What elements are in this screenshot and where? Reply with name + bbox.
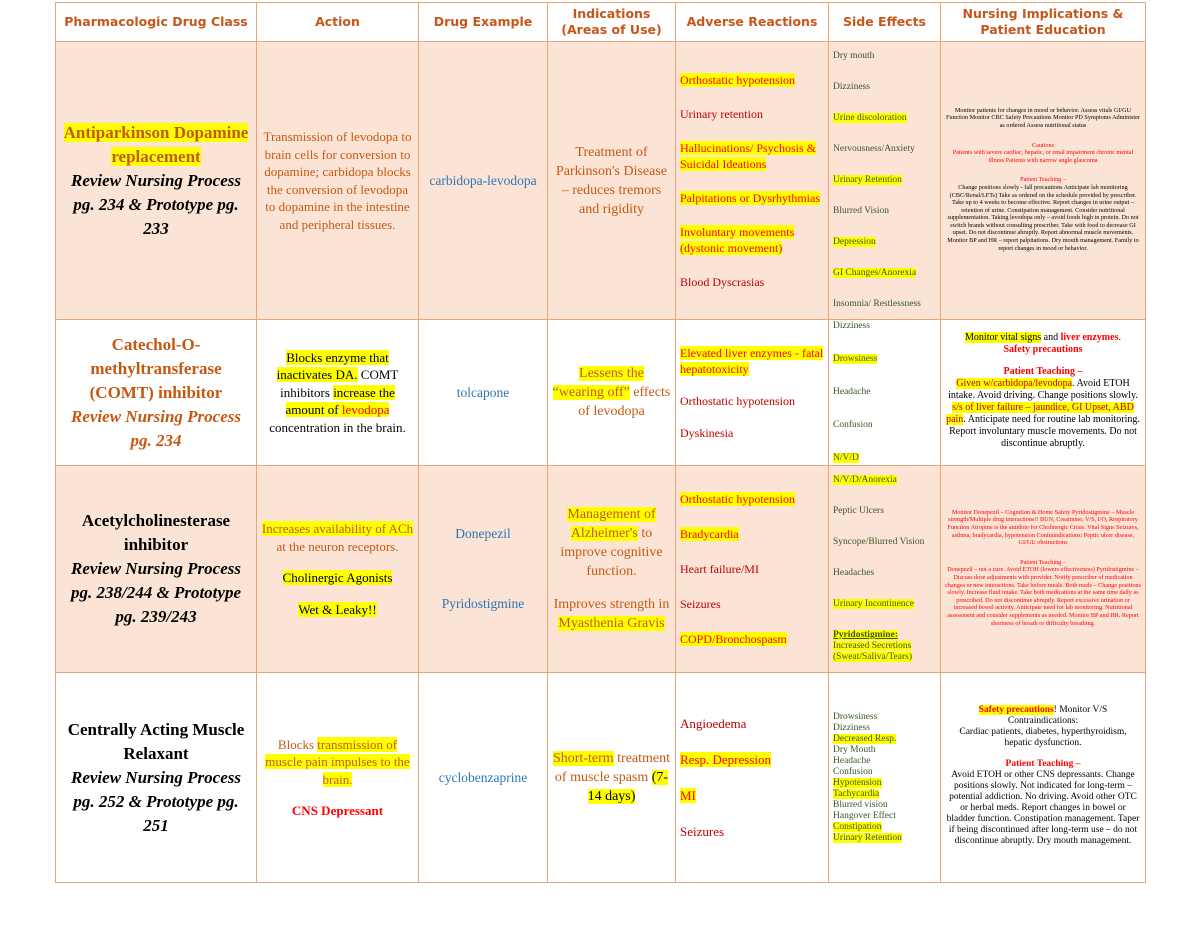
- side-effect-item: Urinary Retention: [833, 832, 902, 843]
- indication-text: Improves strength in: [553, 597, 670, 612]
- indication-text: treatment of muscle spasm: [554, 751, 671, 785]
- nursing-implications-cell: [941, 466, 1146, 673]
- table-row: [56, 42, 1146, 320]
- side-effect-item: Confusion: [833, 766, 873, 777]
- side-effect-item: Urinary Incontinence: [833, 599, 914, 609]
- header-row: [56, 3, 1146, 42]
- adverse-item: Resp. Depression: [680, 751, 771, 767]
- action-cell: [257, 466, 419, 673]
- drug-class-reference: Review Nursing Process pg. 234 & Prototype pg. 233: [71, 170, 241, 238]
- side-effect-item: Headaches: [833, 568, 875, 578]
- drug-class-name: Antiparkinson Dopamine replacement: [63, 122, 249, 166]
- drug-class-reference: Review Nursing Process pg. 234: [71, 406, 241, 450]
- side-effect-item: Decreased Resp.: [833, 733, 897, 744]
- side-effect-item: Blurred Vision: [833, 206, 889, 216]
- adverse-item: Involuntary movements (dystonic movement): [680, 224, 795, 255]
- adverse-item: Dyskinesia: [680, 425, 734, 440]
- nursing-teaching-title: Patient Teaching –: [1005, 759, 1081, 769]
- indication-text: Management of Alzheimer's: [567, 507, 656, 541]
- adverse-reactions-cell: [676, 673, 829, 883]
- adverse-item: Seizures: [680, 823, 725, 839]
- nursing-safety: Safety precautions: [1003, 344, 1083, 355]
- header-drug-class: Pharmacologic Drug Class: [56, 3, 257, 42]
- side-effect-item: Increased Secretions (Sweat/Saliva/Tears): [833, 641, 913, 662]
- side-effect-item: Insomnia/ Restlessness: [833, 299, 921, 309]
- side-effect-item: Headache: [833, 755, 871, 766]
- nursing-contra-title: Contraindications:: [1007, 716, 1079, 726]
- action-text: levodopa: [341, 402, 390, 418]
- side-effects-cell: [829, 466, 941, 673]
- header-nursing-implications: Nursing Implications & Patient Education: [941, 3, 1146, 42]
- drug-example: cyclobenzaprine: [438, 769, 528, 785]
- adverse-item: Palpitations or Dysrhythmias: [680, 190, 820, 205]
- nursing-teaching-title: Patient Teaching –: [1020, 558, 1066, 566]
- header-side-effects: Side Effects: [829, 3, 941, 42]
- nursing-monitor: ! Monitor V/S: [1053, 705, 1108, 715]
- drug-example-cell: [419, 320, 548, 466]
- adverse-item: Hallucinations/ Psychosis & Suicidal Ideations: [680, 140, 816, 171]
- side-effect-item: Urine discoloration: [833, 113, 907, 123]
- adverse-item: Orthostatic hypotension: [680, 492, 795, 506]
- nursing-implications-cell: [941, 320, 1146, 466]
- drug-class-reference: Review Nursing Process pg. 238/244 & Prototype pg. 239/243: [71, 559, 241, 626]
- nursing-safety: Safety precautions: [978, 705, 1054, 715]
- nursing-monitor: .: [1118, 332, 1121, 343]
- indication-text: to improve cognitive function.: [560, 526, 663, 579]
- side-effects-cell: [829, 320, 941, 466]
- side-effect-item: Drowsiness: [833, 354, 878, 364]
- action-text: Increases availability of ACh: [261, 521, 414, 536]
- action-text: COMT inhibitors: [280, 367, 399, 400]
- drug-class-cell: [56, 466, 257, 673]
- side-effect-item: Depression: [833, 237, 876, 247]
- indication-text: Treatment of Parkinson's Disease – reduces tremors and rigidity: [555, 144, 667, 217]
- adverse-item: MI: [680, 787, 696, 803]
- adverse-item: Orthostatic hypotension: [680, 393, 795, 408]
- adverse-item: Bradycardia: [680, 527, 739, 541]
- action-text: increase the amount of: [285, 384, 395, 418]
- drug-example-cell: [419, 42, 548, 320]
- action-text: transmission of muscle pain impulses to the brain.: [265, 736, 410, 787]
- drug-example: carbidopa-levodopa: [429, 172, 537, 188]
- drug-example: tolcapone: [456, 384, 510, 400]
- drug-class-cell: [56, 673, 257, 883]
- drug-example: Pyridostigmine: [441, 596, 525, 611]
- nursing-teaching: Avoid ETOH or other CNS depressants. Change positions slowly. Not indicated for long-term – potential addiction. No driving. Avoid other OTC or herbal meds. Report changes in bowel or bladder function. Constipation management. Taper if being discontinued after long-term use – do not discontinue abruptly. Dry mouth management.: [946, 770, 1140, 846]
- adverse-item: Angioedema: [680, 715, 747, 731]
- adverse-item: Urinary retention: [680, 106, 763, 121]
- side-effect-item: Blurred vision: [833, 799, 888, 810]
- nursing-contra: Cardiac patients, diabetes, hyperthyroidism, hepatic dysfunction.: [959, 727, 1127, 748]
- side-effect-item: Hangover Effect: [833, 810, 896, 821]
- nursing-teaching: . Avoid ETOH intake. Avoid driving. Change positions slowly.: [948, 378, 1138, 401]
- adverse-item: Heart failure/MI: [680, 562, 759, 576]
- nursing-monitor: and: [1041, 332, 1061, 343]
- side-effect-item: Dizziness: [833, 321, 870, 331]
- indication-text: Lessens the “wearing off”: [552, 366, 644, 400]
- action-cell: [257, 320, 419, 466]
- action-text: Cholinergic Agonists: [282, 570, 393, 585]
- side-effect-item: Dry Mouth: [833, 744, 876, 755]
- adverse-item: Elevated liver enzymes - fatal hepatotoxicity: [680, 345, 824, 376]
- adverse-item: Orthostatic hypotension: [680, 72, 795, 87]
- action-text: concentration in the brain.: [269, 419, 406, 435]
- action-text: Blocks enzyme that inactivates DA.: [276, 349, 389, 383]
- adverse-item: Seizures: [680, 597, 721, 611]
- side-effect-item: GI Changes/Anorexia: [833, 268, 917, 278]
- nursing-monitor: liver enzymes: [1060, 332, 1119, 343]
- side-effect-item: Peptic Ulcers: [833, 506, 884, 516]
- nursing-teaching-title: Patient Teaching –: [1003, 366, 1083, 377]
- drug-example-cell: [419, 673, 548, 883]
- drug-class-reference: Review Nursing Process pg. 252 & Prototype pg. 251: [71, 767, 241, 835]
- side-effect-item: Confusion: [833, 420, 873, 430]
- action-cell: [257, 42, 419, 320]
- action-text: CNS Depressant: [291, 803, 384, 818]
- side-effect-pyridostigmine-title: Pyridostigmine:: [833, 630, 898, 640]
- indication-text: effects of levodopa: [578, 385, 671, 419]
- action-text: at the neuron receptors.: [276, 538, 399, 554]
- indications-cell: [548, 42, 676, 320]
- action-text: Wet & Leaky!!: [298, 601, 377, 617]
- drug-example-cell: [419, 466, 548, 673]
- adverse-reactions-cell: [676, 466, 829, 673]
- side-effect-item: Urinary Retention: [833, 175, 902, 185]
- drug-class-cell: [56, 42, 257, 320]
- nursing-teaching-title: Patient Teaching –: [1020, 176, 1066, 184]
- drug-example: Donepezil: [455, 526, 511, 541]
- side-effect-item: N/V/D/Anorexia: [833, 475, 897, 485]
- adverse-item: Blood Dyscrasias: [680, 274, 765, 289]
- header-drug-example: Drug Example: [419, 3, 548, 42]
- side-effect-item: Dry mouth: [833, 51, 875, 61]
- drug-class-table: [55, 2, 1146, 883]
- nursing-implications-cell: [941, 42, 1146, 320]
- nursing-cautions-title: Cautions: [1031, 141, 1054, 149]
- drug-class-name: Centrally Acting Muscle Relaxant: [67, 719, 245, 763]
- nursing-teaching: Given w/carbidopa/levodopa: [956, 378, 1073, 389]
- side-effect-item: Dizziness: [833, 722, 870, 733]
- header-action: Action: [257, 3, 419, 42]
- action-cell: [257, 673, 419, 883]
- nursing-teaching: Change positions slowly - fall precautions Anticipate lab monitoring (CBC/Renal/LFTs) Take as ordered on the schedule provided by prescriber. Take up to 4 weeks to become effective. Report changes in urine output – retention of urine. Constipation management. Consider nutritional supplementation. Taking levodopa only – avoid foods high in protein. Do not switch brands without consulting prescriber. Take with food to decrease GI upset. Do not discontinue abruptly. Report abnormal muscle movements. Monitor BP and HR – report palpitations. Dry mouth management. Family to report changes in mood or behavior.: [947, 183, 1139, 252]
- action-text: Blocks: [277, 736, 318, 752]
- table-row: [56, 320, 1146, 466]
- nursing-teaching: . Anticipate need for routine lab monitoring. Report involuntary muscle movements. Do not discontinue abruptly.: [949, 414, 1140, 449]
- side-effect-item: Drowsiness: [833, 711, 878, 722]
- nursing-monitor: Monitor Donepezil – Cognition & Home Safety Pyridostigmine – Muscle strength/Multiple drug interactions!! BUN, Creatinine, V/S, I/O, Respiratory Function Atropine is the antidote for Cholinergic Crisis. Vital Signs Seizures, asthma, bradycardia, hypotension Contraindications: Peptic ulcer disease, GI/GU obstructions: [947, 508, 1139, 547]
- side-effect-item: Constipation: [833, 821, 882, 832]
- adverse-reactions-cell: [676, 42, 829, 320]
- drug-class-name: Catechol-O-methyltransferase (COMT) inhibitor: [89, 334, 223, 402]
- indication-text: Short-term: [552, 751, 614, 766]
- nursing-monitor: Monitor vital signs: [965, 332, 1042, 343]
- table-row: [56, 466, 1146, 673]
- side-effect-item: Syncope/Blurred Vision: [833, 537, 925, 547]
- nursing-teaching: s/s of liver failure – jaundice, GI Upset, ABD pain: [946, 402, 1134, 425]
- side-effect-item: N/V/D: [833, 453, 859, 463]
- indications-cell: [548, 320, 676, 466]
- side-effect-item: Nervousness/Anxiety: [833, 144, 915, 154]
- indications-cell: [548, 673, 676, 883]
- drug-class-name: Acetylcholinesterase inhibitor: [81, 511, 231, 554]
- action-text: Transmission of levodopa to brain cells for conversion to dopamine; carbidopa blocks the conversion of levodopa to dopamine in the intestine and peripheral tissues.: [263, 129, 412, 232]
- side-effects-cell: [829, 42, 941, 320]
- indication-text: (7-14 days): [587, 770, 669, 804]
- side-effect-item: Hypotension: [833, 777, 882, 788]
- nursing-monitor: Monitor patients for changes in mood or behavior. Assess vitals GI/GU Function Monitor CBC Safety Precautions Monitor PD Symptoms Administer as ordered Assess nutritional status: [946, 106, 1140, 129]
- side-effect-item: Headache: [833, 387, 871, 397]
- side-effects-cell: [829, 673, 941, 883]
- indication-text: Myasthenia Gravis: [558, 616, 665, 631]
- header-indications: Indications (Areas of Use): [548, 3, 676, 42]
- adverse-item: COPD/Bronchospasm: [680, 632, 787, 646]
- nursing-implications-cell: [941, 673, 1146, 883]
- side-effect-item: Tachycardia: [833, 788, 880, 799]
- side-effect-item: Dizziness: [833, 82, 870, 92]
- header-adverse-reactions: Adverse Reactions: [676, 3, 829, 42]
- nursing-cautions: Patients with severe cardiac, hepatic, or renal impairment chronic mental illness Patients with narrow angle glaucoma: [952, 149, 1134, 164]
- indications-cell: [548, 466, 676, 673]
- nursing-teaching: Donepezil – not a cure. Avoid ETOH (lowers effectiveness) Pyridostigmine – Discuss dose adjustments with provider. Notify prescriber of medication changes or new interactions. Take before meals. Both meds – Change positions slowly. Increase fluid intake. Take both medications at the same time daily as prescribed. Do not discontinue abruptly. Report excessive urination or increased bowel activity. Anticipate need for lab monitoring. Nutritional assessment and consider supplements as needed. Monitor BP and HR. Report shortness of breath or difficulty breathing.: [945, 566, 1141, 627]
- drug-class-cell: [56, 320, 257, 466]
- adverse-reactions-cell: [676, 320, 829, 466]
- table-row: [56, 673, 1146, 883]
